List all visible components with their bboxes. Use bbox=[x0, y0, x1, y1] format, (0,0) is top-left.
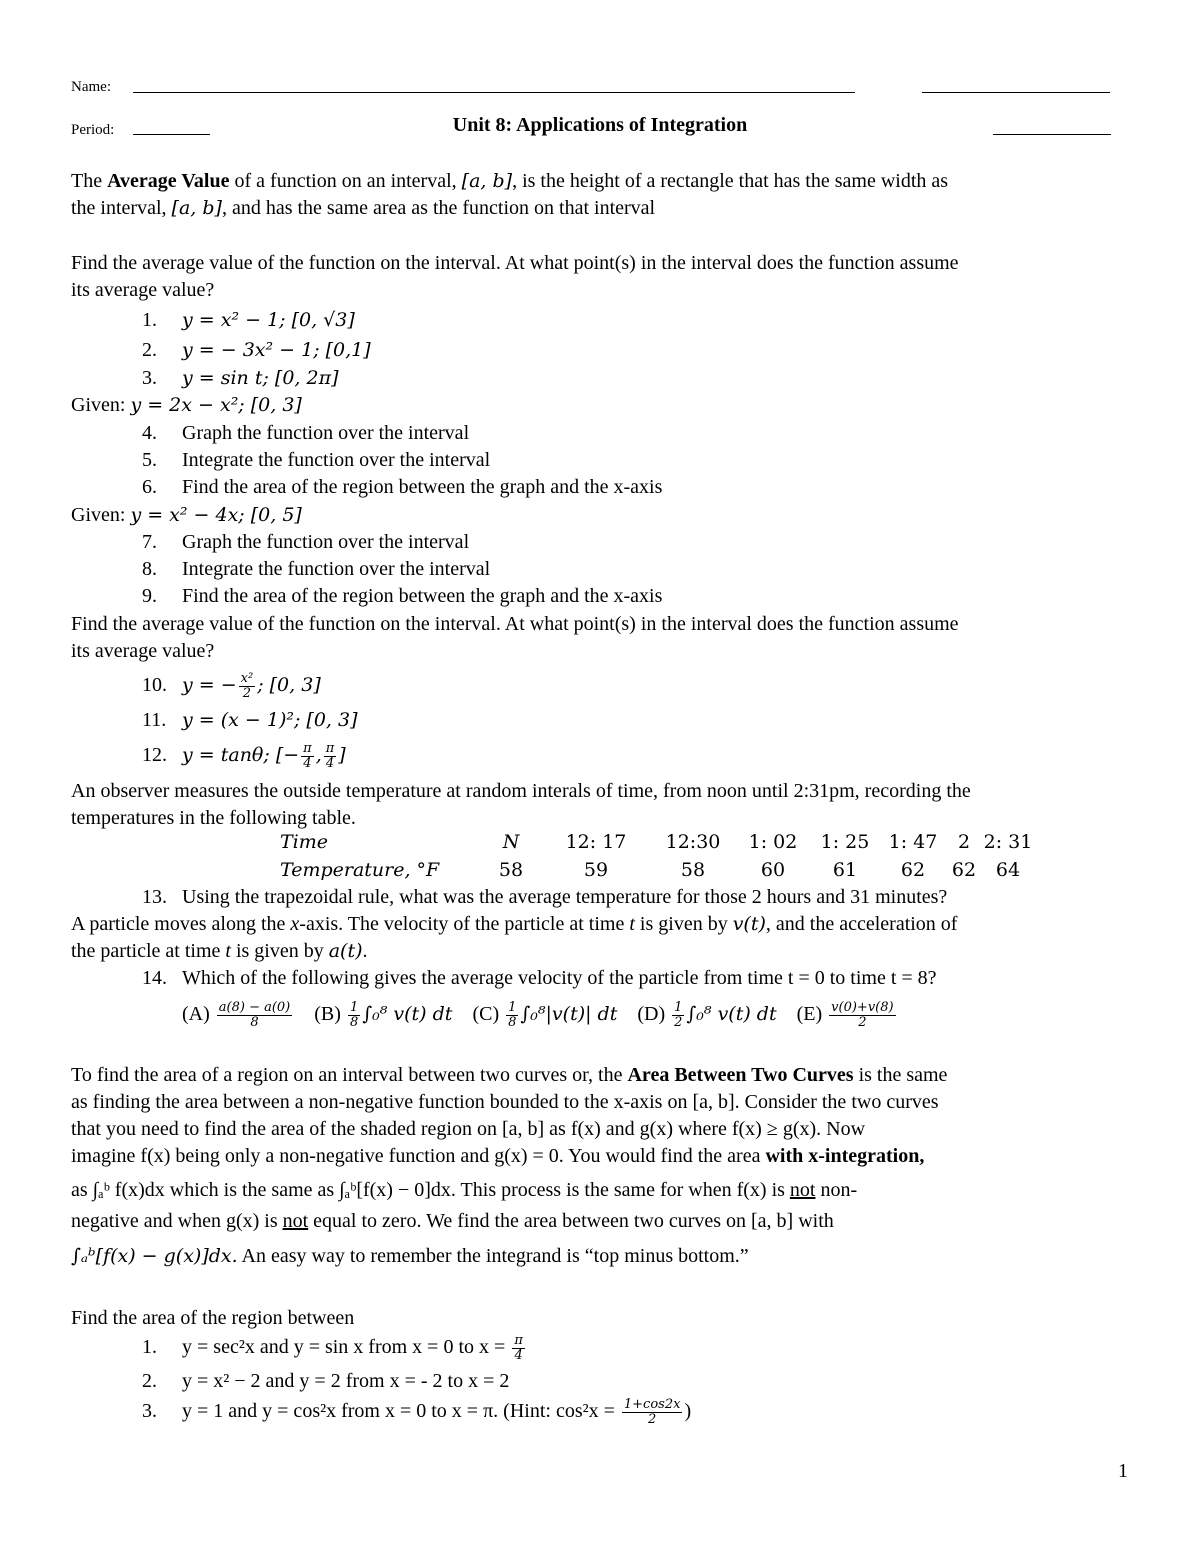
problem-1: 1. y = x² − 1; [0, √3] bbox=[142, 309, 355, 331]
area-line-4: imagine f(x) being only a non-negative function and g(x) = 0. You would find the area with x-integration, bbox=[71, 1145, 925, 1167]
page-title: Unit 8: Applications of Integration bbox=[452, 114, 748, 136]
problem-8: 8. Integrate the function over the interval bbox=[142, 558, 491, 580]
table-cell: 1: 25 bbox=[820, 831, 870, 853]
name-line bbox=[133, 92, 855, 93]
problem-11: 11. y = (x − 1)²; [0, 3] bbox=[142, 709, 358, 731]
problem-4: 4. Graph the function over the interval bbox=[142, 422, 470, 444]
area-line-5: as ∫ₐᵇ f(x)dx which is the same as ∫ₐᵇ[f(x) − 0]dx. This process is the same for when f(x) is not non- bbox=[71, 1179, 858, 1201]
final-intro: Find the area of the region between bbox=[71, 1307, 355, 1329]
instructions-1-line-1: Find the average value of the function on the interval. At what point(s) in the interval does the function assume bbox=[71, 252, 959, 274]
choice-c[interactable]: (C) $\frac{1}{8}$ ∫₀⁸|v(t)| dt bbox=[472, 999, 618, 1030]
table-cell: 62 bbox=[900, 859, 926, 881]
table-cell: 59 bbox=[583, 859, 609, 881]
table-cell: 12: 17 bbox=[565, 831, 627, 853]
area-line-3: that you need to find the area of the shaded region on [a, b] as f(x) and g(x) where f(x) ≥ g(x). Now bbox=[71, 1118, 866, 1140]
table-cell: Temperature, °F bbox=[280, 859, 440, 881]
instructions-2-line-1: Find the average value of the function on the interval. At what point(s) in the interval does the function assume bbox=[71, 613, 959, 635]
problem-9: 9. Find the area of the region between the graph and the x-axis bbox=[142, 585, 663, 607]
table-cell: 62 bbox=[951, 859, 977, 881]
instructions-1-line-2: its average value? bbox=[71, 279, 215, 301]
table-cell: N bbox=[502, 831, 520, 853]
table-row bbox=[280, 856, 1034, 884]
table-cell: 58 bbox=[498, 859, 524, 881]
area-line-2: as finding the area between a non-negative function bounded to the x-axis on [a, b]. Consider the two curves bbox=[71, 1091, 939, 1113]
instructions-2-line-2: its average value? bbox=[71, 640, 215, 662]
table-cell: 1: 47 bbox=[888, 831, 938, 853]
table-cell: 60 bbox=[760, 859, 786, 881]
particle-line-2: the particle at time t is given by a(t). bbox=[71, 940, 368, 962]
final-problem-2: 2. y = x² − 2 and y = 2 from x = - 2 to x = 2 bbox=[142, 1370, 510, 1392]
final-problem-3: 3. y = 1 and y = cos²x from x = 0 to x = π. (Hint: cos²x = $\frac{1+\cos 2x}{2}$ ) bbox=[142, 1396, 692, 1427]
area-line-7: ∫ₐᵇ[f(x) − g(x)]dx. An easy way to remember the integrand is “top minus bottom.” bbox=[71, 1245, 749, 1267]
given-1: Given: y = 2x − x²; [0, 3] bbox=[71, 394, 302, 416]
problem-12: 12. y = tanθ; [− $\frac{\pi}{4}$ , $\frac{\pi}{4}$ ] bbox=[142, 740, 346, 771]
problem-13: 13. Using the trapezoidal rule, what was the average temperature for those 2 hours and 31 minutes? bbox=[142, 886, 948, 908]
table-row bbox=[280, 828, 1034, 856]
intro-line-2: the interval, [a, b], and has the same area as the function on that interval bbox=[71, 197, 656, 219]
table-cell: 12:30 bbox=[665, 831, 721, 853]
problem-10: 10. y = − $\frac{\text{x²}}{2}$ ; [0, 3] bbox=[142, 670, 321, 701]
table-cell: 2 bbox=[957, 831, 971, 853]
answer-choices bbox=[182, 996, 898, 1032]
choice-a[interactable]: (A) $\frac{a(8) - a(0)}{8}$ bbox=[182, 999, 291, 1030]
area-line-1: To find the area of a region on an interval between two curves or, the Area Between Two Curves is the same bbox=[71, 1064, 948, 1086]
table-cell: 64 bbox=[995, 859, 1021, 881]
temperature-table bbox=[280, 828, 1034, 884]
period-label: Period: bbox=[71, 122, 115, 138]
name-label: Name: bbox=[71, 79, 111, 95]
final-problem-1: 1. y = sec²x and y = sin x from x = 0 to x = $\frac{\pi}{4}$ bbox=[142, 1332, 523, 1363]
problem-5: 5. Integrate the function over the interval bbox=[142, 449, 491, 471]
table-cell: 58 bbox=[680, 859, 706, 881]
table-cell: 1: 02 bbox=[748, 831, 798, 853]
choice-d[interactable]: (D) $\frac{1}{2}$ ∫₀⁸ v(t) dt bbox=[637, 999, 777, 1030]
choice-e[interactable]: (E) $\frac{v(0)+v(8)}{2}$ bbox=[796, 999, 894, 1030]
given-2: Given: y = x² − 4x; [0, 5] bbox=[71, 504, 302, 526]
choice-b[interactable]: (B) $\frac{1}{8}$ ∫₀⁸ v(t) dt bbox=[314, 999, 453, 1030]
problem-3: 3. y = sin t; [0, 2π] bbox=[142, 367, 339, 389]
intro-line-1: The Average Value of a function on an interval, [a, b], is the height of a rectangle that has the same width as bbox=[71, 170, 949, 192]
problem-2: 2. y = − 3x² − 1; [0,1] bbox=[142, 339, 371, 361]
problem-14: 14. Which of the following gives the average velocity of the particle from time t = 0 to time t = 8? bbox=[142, 967, 937, 989]
problem-6: 6. Find the area of the region between the graph and the x-axis bbox=[142, 476, 663, 498]
observer-line-2: temperatures in the following table. bbox=[71, 807, 356, 829]
particle-line-1: A particle moves along the x-axis. The velocity of the particle at time t is given by v(t), and the acceleration of bbox=[71, 913, 958, 935]
page-number: 1 bbox=[1118, 1460, 1128, 1482]
observer-line-1: An observer measures the outside temperature at random interals of time, from noon until 2:31pm, recording the bbox=[71, 780, 971, 802]
table-cell: 61 bbox=[832, 859, 858, 881]
problem-7: 7. Graph the function over the interval bbox=[142, 531, 470, 553]
extra-line-right bbox=[993, 134, 1111, 135]
area-line-6: negative and when g(x) is not equal to zero. We find the area between two curves on [a, b] with bbox=[71, 1210, 834, 1232]
table-cell: 2: 31 bbox=[983, 831, 1033, 853]
extra-line-top bbox=[922, 92, 1110, 93]
table-cell: Time bbox=[280, 831, 329, 853]
